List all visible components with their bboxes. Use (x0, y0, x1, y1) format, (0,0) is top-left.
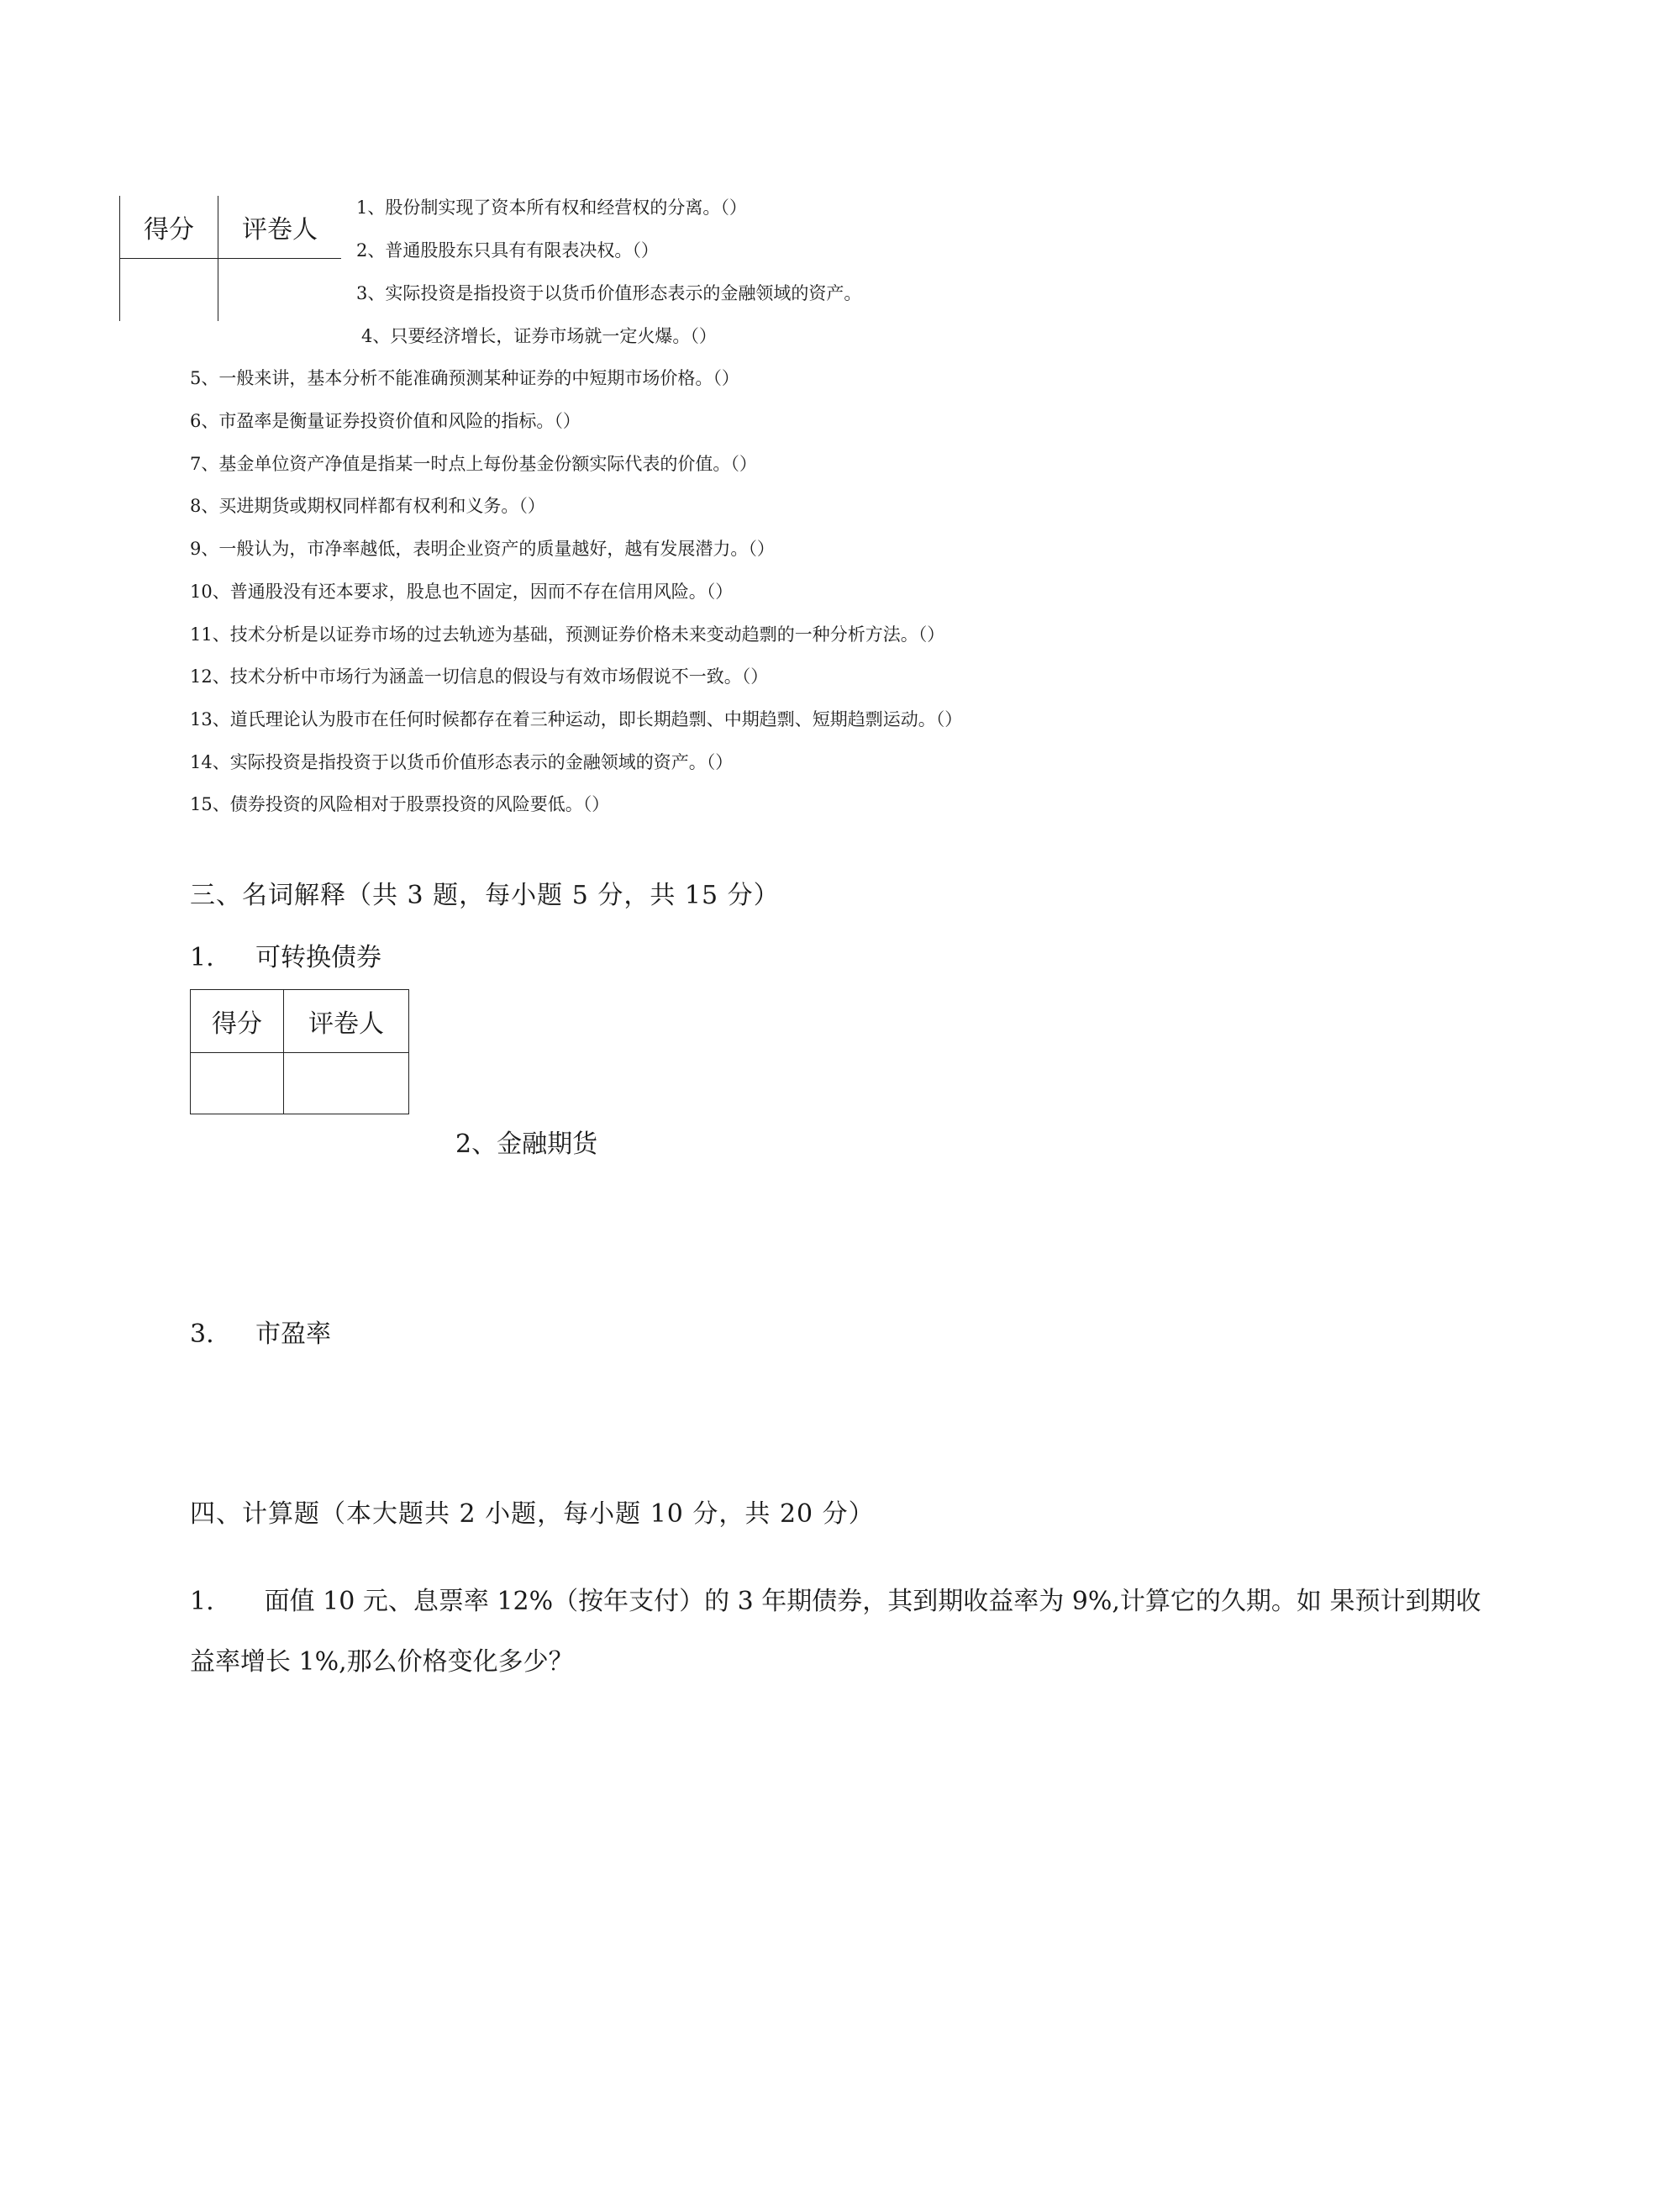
tf-item: 5、一般来讲，基本分析不能准确预测某种证券的中短期市场价格。（） (190, 368, 739, 388)
tf-item: 15、债券投资的风险相对于股票投资的风险要低。（） (190, 794, 610, 814)
tf-item: 10、普通股没有还本要求，股息也不固定，因而不存在信用风险。（） (190, 582, 734, 602)
term-3-number: 3. (190, 1319, 214, 1349)
tf-item: 12、技术分析中市场行为涵盖一切信息的假设与有效市场假说不一致。（） (190, 666, 769, 687)
term-1 (190, 936, 381, 973)
tf-item: 3、实际投资是指投资于以货币价值形态表示的金融领域的资产。 (356, 283, 862, 303)
section-3-title: 三、名词解释（共 3 题，每小题 5 分，共 15 分） (190, 881, 780, 910)
grader-cell[interactable] (218, 259, 342, 322)
tf-item: 8、买进期货或期权同样都有权利和义务。（） (190, 496, 545, 516)
tf-item: 7、基金单位资产净值是指某一时点上每份基金份额实际代表的价值。（） (190, 454, 757, 474)
score-cell[interactable] (191, 1053, 284, 1114)
section-4-title: 四、计算题（本大题共 2 小题，每小题 10 分，共 20 分） (190, 1499, 875, 1529)
calc-question-1: 1. 面值 10 元、息票率 12%（按年支付）的 3 年期债券，其到期收益率为 9%,计算它的久期。如 果预计到期收益率增长 1%,那么价格变化多少？ (190, 1587, 1481, 1677)
grader-label: 评卷人 (218, 196, 342, 259)
grader-cell[interactable] (284, 1053, 409, 1114)
term-2: 2、金融期货 (455, 1130, 598, 1159)
score-label: 得分 (191, 990, 284, 1053)
tf-item: 1、股份制实现了资本所有权和经营权的分离。（） (356, 198, 747, 218)
score-label: 得分 (120, 196, 218, 259)
term-3-text: 市盈率 (255, 1319, 331, 1349)
tf-item: 13、道氏理论认为股市在任何时候都存在着三种运动，即长期趋剽、中期趋剽、短期趋剽运动。（） (190, 709, 963, 729)
tf-item: 4、只要经济增长，证券市场就一定火爆。（） (361, 326, 717, 346)
score-table-2 (190, 989, 409, 1114)
term-3 (190, 1313, 331, 1350)
score-cell[interactable] (120, 259, 218, 322)
tf-item: 9、一般认为，市净率越低，表明企业资产的质量越好，越有发展潜力。（） (190, 539, 775, 559)
tf-item: 2、普通股股东只具有有限表决权。（） (356, 240, 659, 261)
tf-item: 11、技术分析是以证券市场的过去轨迹为基础，预测证券价格未来变动趋剽的一种分析方法。（） (190, 624, 945, 645)
tf-item: 14、实际投资是指投资于以货币价值形态表示的金融领域的资产。（） (190, 752, 734, 772)
term-1-text: 可转换债券 (255, 943, 381, 972)
tf-item: 6、市盈率是衡量证券投资价值和风险的指标。（） (190, 411, 581, 431)
grader-label: 评卷人 (284, 990, 409, 1053)
score-table-1 (119, 196, 341, 321)
term-1-number: 1. (190, 943, 214, 972)
